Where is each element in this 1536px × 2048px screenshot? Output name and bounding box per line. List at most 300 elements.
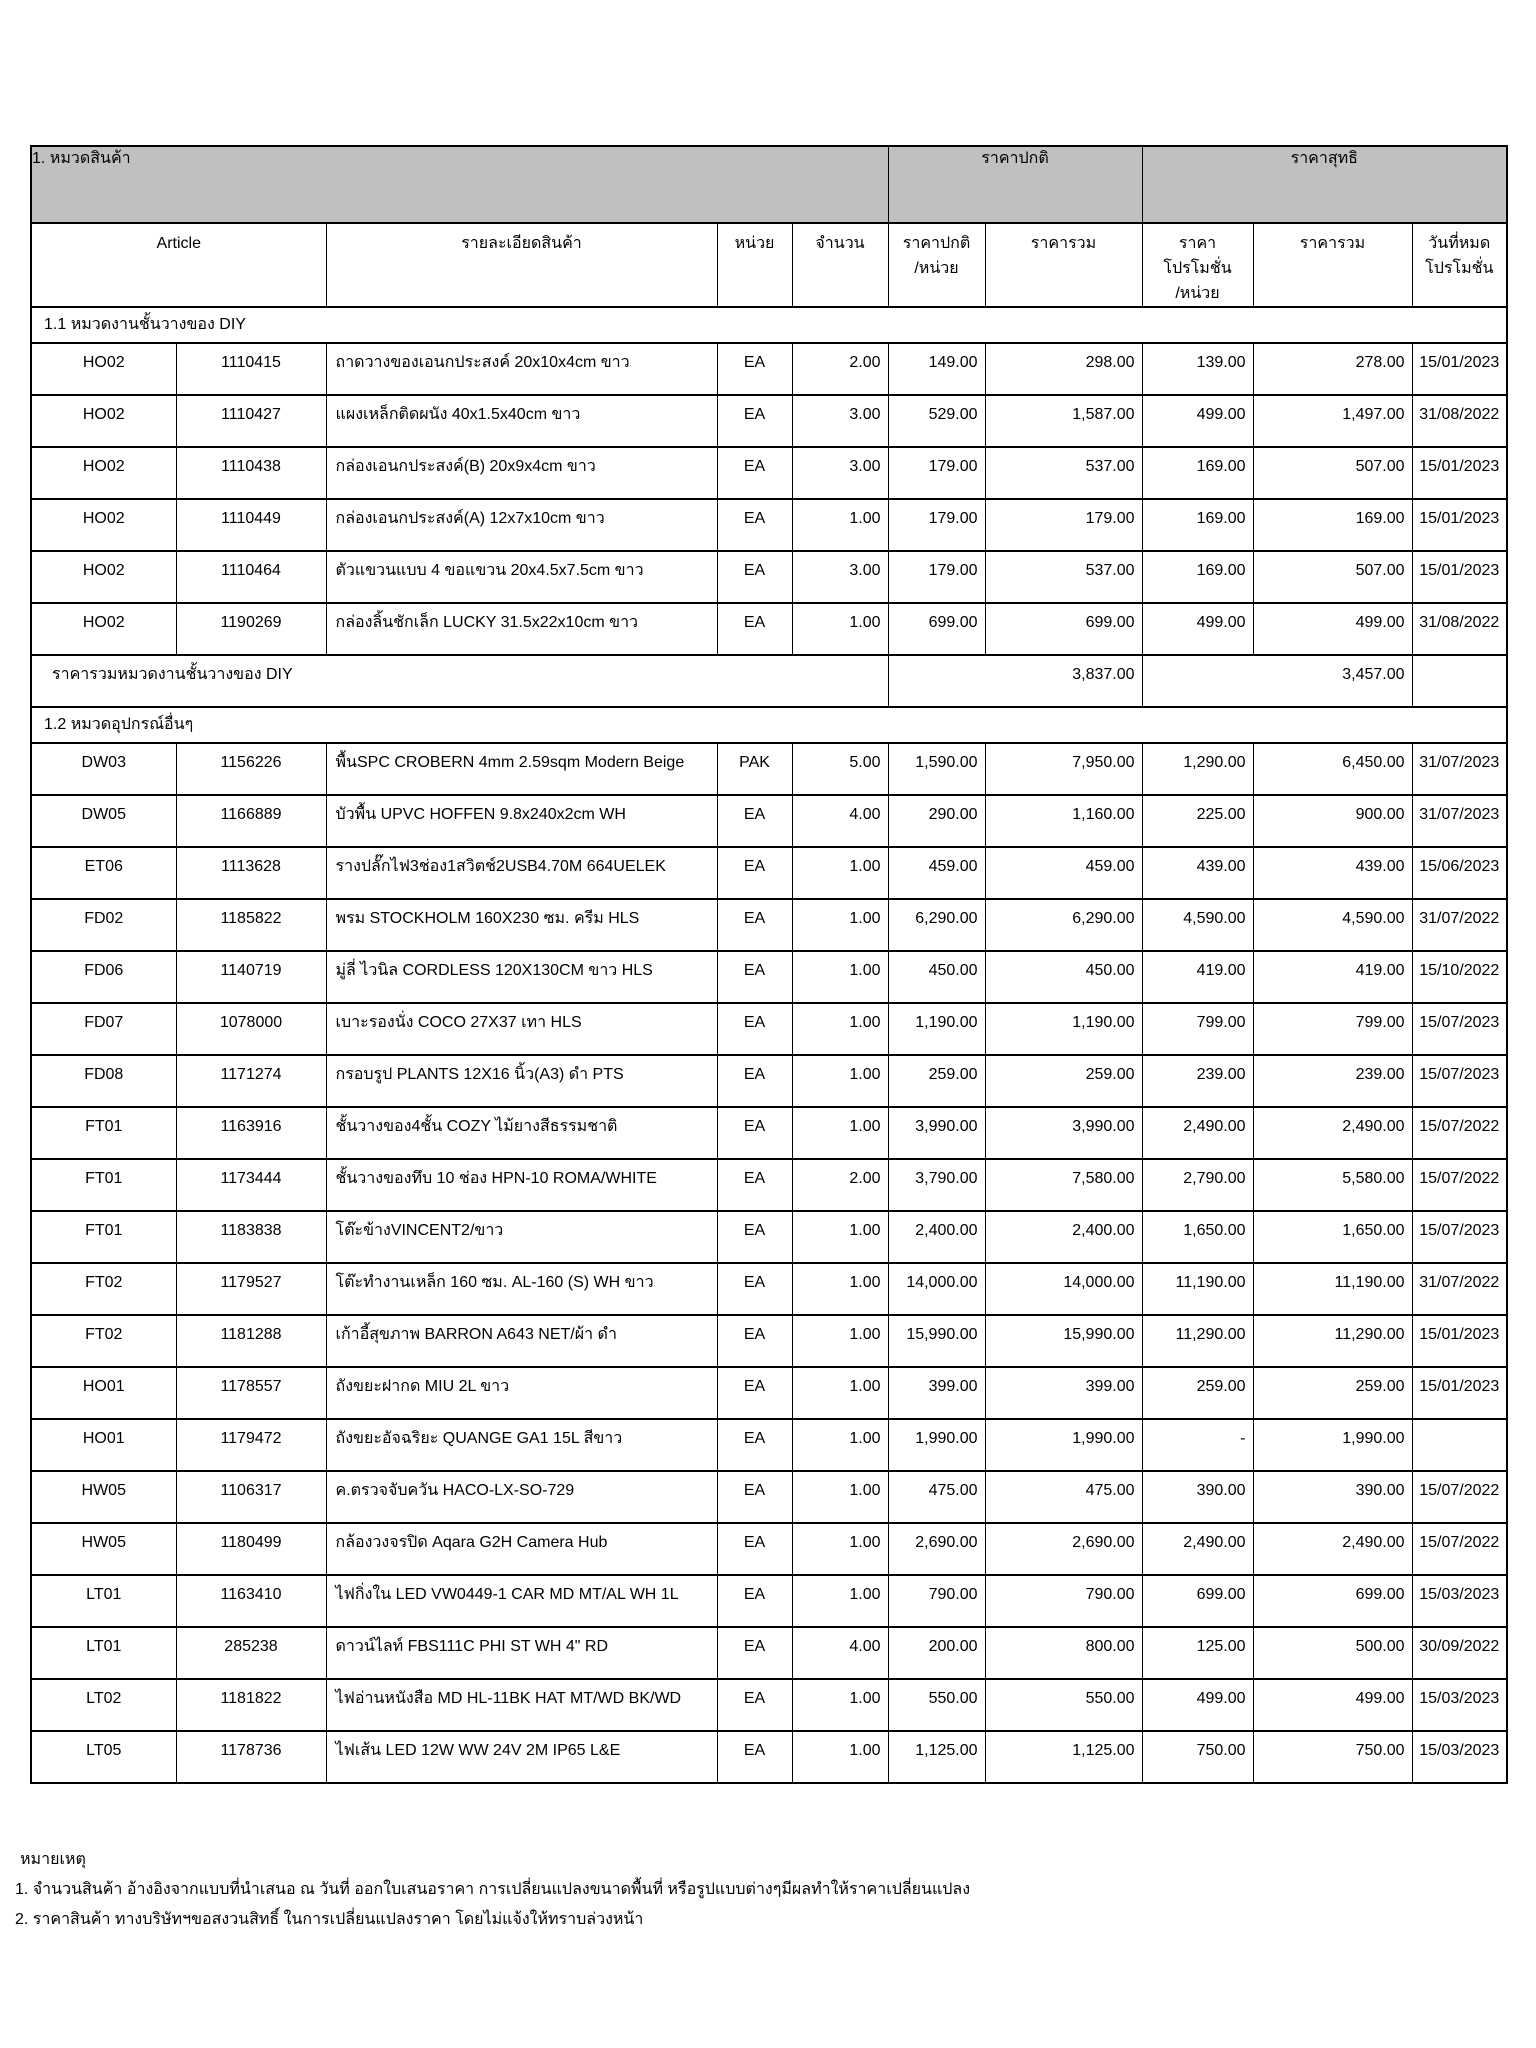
quantity-cell: 1.00 [792, 1003, 888, 1055]
promo-end-date-cell: 15/01/2023 [1412, 1367, 1507, 1419]
quantity-cell: 4.00 [792, 795, 888, 847]
quantity-cell: 3.00 [792, 551, 888, 603]
normal-total-cell: 1,125.00 [985, 1731, 1142, 1783]
unit-cell: EA [717, 795, 792, 847]
normal-unit-price-cell: 179.00 [888, 499, 985, 551]
product-code-cell: LT02 [31, 1679, 176, 1731]
net-total-cell: 499.00 [1253, 603, 1412, 655]
normal-total-cell: 537.00 [985, 551, 1142, 603]
product-code-cell: HO02 [31, 447, 176, 499]
product-code-cell: FT01 [31, 1107, 176, 1159]
column-header-quantity: จำนวน [792, 223, 888, 307]
article-number-cell: 1113628 [176, 847, 326, 899]
promo-end-date-cell: 31/07/2023 [1412, 795, 1507, 847]
product-row [31, 1003, 1507, 1055]
normal-unit-price-cell: 15,990.00 [888, 1315, 985, 1367]
column-header-unit: หน่วย [717, 223, 792, 307]
product-code-cell: FD06 [31, 951, 176, 1003]
promo-end-date-cell: 15/03/2023 [1412, 1731, 1507, 1783]
description-cell: เก้าอี้สุขภาพ BARRON A643 NET/ผ้า ดำ [326, 1315, 717, 1367]
product-row [31, 1523, 1507, 1575]
product-row [31, 447, 1507, 499]
promo-unit-price-cell: 2,790.00 [1142, 1159, 1253, 1211]
product-row [31, 1679, 1507, 1731]
promo-unit-price-cell: - [1142, 1419, 1253, 1471]
net-total-cell: 1,650.00 [1253, 1211, 1412, 1263]
promo-end-date-cell: 30/09/2022 [1412, 1627, 1507, 1679]
unit-cell: EA [717, 447, 792, 499]
normal-total-cell: 790.00 [985, 1575, 1142, 1627]
article-number-cell: 1185822 [176, 899, 326, 951]
unit-cell: EA [717, 1263, 792, 1315]
product-code-cell: HO02 [31, 395, 176, 447]
quantity-cell: 1.00 [792, 1315, 888, 1367]
column-header-promo-end: วันที่หมด โปรโมชั่น [1412, 223, 1507, 307]
normal-total-cell: 550.00 [985, 1679, 1142, 1731]
product-code-cell: FT01 [31, 1159, 176, 1211]
normal-unit-price-cell: 179.00 [888, 551, 985, 603]
quantity-cell: 2.00 [792, 343, 888, 395]
normal-unit-price-cell: 399.00 [888, 1367, 985, 1419]
product-row [31, 743, 1507, 795]
net-total-cell: 259.00 [1253, 1367, 1412, 1419]
product-row [31, 1419, 1507, 1471]
unit-cell: EA [717, 1211, 792, 1263]
product-row [31, 795, 1507, 847]
promo-end-date-cell: 31/08/2022 [1412, 395, 1507, 447]
normal-unit-price-cell: 550.00 [888, 1679, 985, 1731]
description-cell: ถังขยะฝากด MIU 2L ขาว [326, 1367, 717, 1419]
description-cell: รางปลั๊กไฟ3ช่อง1สวิตช์2USB4.70M 664UELEK [326, 847, 717, 899]
normal-total-cell: 475.00 [985, 1471, 1142, 1523]
product-code-cell: LT05 [31, 1731, 176, 1783]
column-header-normal-unit-price: ราคาปกติ /หน่วย [888, 223, 985, 307]
section-header-row [31, 707, 1507, 743]
net-total-cell: 169.00 [1253, 499, 1412, 551]
column-header-description: รายละเอียดสินค้า [326, 223, 717, 307]
promo-unit-price-cell: 390.00 [1142, 1471, 1253, 1523]
description-cell: ไฟเส้น LED 12W WW 24V 2M IP65 L&E [326, 1731, 717, 1783]
unit-cell: EA [717, 1159, 792, 1211]
normal-total-cell: 15,990.00 [985, 1315, 1142, 1367]
section-subtotal-row [31, 655, 1507, 707]
article-number-cell: 1171274 [176, 1055, 326, 1107]
article-number-cell: 1156226 [176, 743, 326, 795]
section-header-row [31, 307, 1507, 343]
normal-total-cell: 399.00 [985, 1367, 1142, 1419]
product-row [31, 1107, 1507, 1159]
net-total-cell: 900.00 [1253, 795, 1412, 847]
promo-unit-price-cell: 1,650.00 [1142, 1211, 1253, 1263]
net-total-cell: 507.00 [1253, 447, 1412, 499]
normal-total-cell: 1,190.00 [985, 1003, 1142, 1055]
normal-unit-price-cell: 1,190.00 [888, 1003, 985, 1055]
promo-end-date-cell: 15/01/2023 [1412, 447, 1507, 499]
net-total-cell: 2,490.00 [1253, 1523, 1412, 1575]
promo-unit-price-cell: 169.00 [1142, 499, 1253, 551]
product-row [31, 1627, 1507, 1679]
promo-unit-price-cell: 225.00 [1142, 795, 1253, 847]
quantity-cell: 1.00 [792, 1731, 888, 1783]
normal-unit-price-cell: 6,290.00 [888, 899, 985, 951]
promo-end-date-cell: 31/07/2023 [1412, 743, 1507, 795]
net-total-cell: 2,490.00 [1253, 1107, 1412, 1159]
subtotal-label: ราคารวมหมวดงานชั้นวางของ DIY [31, 655, 888, 707]
promo-unit-price-cell: 499.00 [1142, 1679, 1253, 1731]
normal-total-cell: 14,000.00 [985, 1263, 1142, 1315]
net-total-cell: 499.00 [1253, 1679, 1412, 1731]
column-header-row [31, 223, 1507, 307]
unit-cell: EA [717, 499, 792, 551]
normal-total-cell: 2,400.00 [985, 1211, 1142, 1263]
net-total-cell: 439.00 [1253, 847, 1412, 899]
promo-end-date-cell: 15/07/2022 [1412, 1471, 1507, 1523]
net-total-cell: 6,450.00 [1253, 743, 1412, 795]
normal-total-cell: 699.00 [985, 603, 1142, 655]
promo-end-date-cell: 31/08/2022 [1412, 603, 1507, 655]
quantity-cell: 1.00 [792, 1471, 888, 1523]
quantity-cell: 1.00 [792, 1419, 888, 1471]
group-header-category: 1. หมวดสินค้า [31, 146, 888, 223]
promo-end-date-cell: 15/01/2023 [1412, 499, 1507, 551]
net-total-cell: 11,290.00 [1253, 1315, 1412, 1367]
promo-end-date-cell: 15/06/2023 [1412, 847, 1507, 899]
promo-unit-price-cell: 699.00 [1142, 1575, 1253, 1627]
net-total-cell: 419.00 [1253, 951, 1412, 1003]
product-code-cell: FD08 [31, 1055, 176, 1107]
product-row [31, 1159, 1507, 1211]
net-total-cell: 699.00 [1253, 1575, 1412, 1627]
promo-end-date-cell: 15/07/2023 [1412, 1055, 1507, 1107]
promo-unit-price-cell: 139.00 [1142, 343, 1253, 395]
normal-unit-price-cell: 14,000.00 [888, 1263, 985, 1315]
net-total-cell: 239.00 [1253, 1055, 1412, 1107]
normal-unit-price-cell: 290.00 [888, 795, 985, 847]
quantity-cell: 1.00 [792, 1575, 888, 1627]
promo-unit-price-cell: 11,290.00 [1142, 1315, 1253, 1367]
promo-end-date-cell: 15/07/2022 [1412, 1523, 1507, 1575]
product-row [31, 1575, 1507, 1627]
normal-unit-price-cell: 1,590.00 [888, 743, 985, 795]
normal-unit-price-cell: 200.00 [888, 1627, 985, 1679]
group-header-net-price: ราคาสุทธิ [1142, 146, 1507, 223]
subtotal-empty-cell [1412, 655, 1507, 707]
product-code-cell: FT02 [31, 1263, 176, 1315]
unit-cell: EA [717, 1471, 792, 1523]
promo-end-date-cell: 15/07/2022 [1412, 1159, 1507, 1211]
net-total-cell: 500.00 [1253, 1627, 1412, 1679]
description-cell: มู่ลี่ ไวนิล CORDLESS 120X130CM ขาว HLS [326, 951, 717, 1003]
table-body [31, 307, 1507, 1783]
description-cell: ดาวน์ไลท์ FBS111C PHI ST WH 4" RD [326, 1627, 717, 1679]
normal-unit-price-cell: 459.00 [888, 847, 985, 899]
product-code-cell: FT02 [31, 1315, 176, 1367]
net-total-cell: 390.00 [1253, 1471, 1412, 1523]
description-cell: พรม STOCKHOLM 160X230 ซม. ครีม HLS [326, 899, 717, 951]
article-number-cell: 1181288 [176, 1315, 326, 1367]
description-cell: พื้นSPC CROBERN 4mm 2.59sqm Modern Beige [326, 743, 717, 795]
description-cell: ตัวแขวนแบบ 4 ขอแขวน 20x4.5x7.5cm ขาว [326, 551, 717, 603]
article-number-cell: 1110438 [176, 447, 326, 499]
promo-end-date-cell: 15/03/2023 [1412, 1679, 1507, 1731]
promo-unit-price-cell: 439.00 [1142, 847, 1253, 899]
promo-end-date-cell: 31/07/2022 [1412, 899, 1507, 951]
quantity-cell: 2.00 [792, 1159, 888, 1211]
product-row [31, 1471, 1507, 1523]
description-cell: กล่องลิ้นชักเล็ก LUCKY 31.5x22x10cm ขาว [326, 603, 717, 655]
article-number-cell: 1106317 [176, 1471, 326, 1523]
unit-cell: EA [717, 1575, 792, 1627]
unit-cell: EA [717, 395, 792, 447]
product-code-cell: HW05 [31, 1471, 176, 1523]
product-row [31, 551, 1507, 603]
promo-end-date-cell [1412, 1419, 1507, 1471]
product-code-cell: DW03 [31, 743, 176, 795]
quantity-cell: 1.00 [792, 1107, 888, 1159]
notes-title: หมายเหตุ [20, 1851, 86, 1868]
description-cell: โต๊ะทำงานเหล็ก 160 ซม. AL-160 (S) WH ขาว [326, 1263, 717, 1315]
promo-unit-price-cell: 799.00 [1142, 1003, 1253, 1055]
normal-unit-price-cell: 2,400.00 [888, 1211, 985, 1263]
article-number-cell: 1078000 [176, 1003, 326, 1055]
column-header-normal-total: ราคารวม [985, 223, 1142, 307]
unit-cell: EA [717, 1107, 792, 1159]
normal-unit-price-cell: 259.00 [888, 1055, 985, 1107]
quantity-cell: 3.00 [792, 395, 888, 447]
promo-unit-price-cell: 259.00 [1142, 1367, 1253, 1419]
product-row [31, 951, 1507, 1003]
normal-unit-price-cell: 475.00 [888, 1471, 985, 1523]
quantity-cell: 1.00 [792, 1263, 888, 1315]
product-code-cell: LT01 [31, 1627, 176, 1679]
product-row [31, 395, 1507, 447]
promo-unit-price-cell: 499.00 [1142, 603, 1253, 655]
description-cell: บัวพื้น UPVC HOFFEN 9.8x240x2cm WH [326, 795, 717, 847]
unit-cell: EA [717, 551, 792, 603]
article-number-cell: 1163916 [176, 1107, 326, 1159]
product-code-cell: FD02 [31, 899, 176, 951]
article-number-cell: 1166889 [176, 795, 326, 847]
footer-notes [15, 1845, 970, 1935]
normal-unit-price-cell: 179.00 [888, 447, 985, 499]
promo-end-date-cell: 15/07/2022 [1412, 1107, 1507, 1159]
description-cell: ชั้นวางของ4ชั้น COZY ไม้ยางสีธรรมชาติ [326, 1107, 717, 1159]
normal-unit-price-cell: 3,790.00 [888, 1159, 985, 1211]
promo-unit-price-cell: 750.00 [1142, 1731, 1253, 1783]
article-number-cell: 1180499 [176, 1523, 326, 1575]
product-code-cell: ET06 [31, 847, 176, 899]
product-row [31, 1367, 1507, 1419]
description-cell: กล้องวงจรปิด Aqara G2H Camera Hub [326, 1523, 717, 1575]
product-row [31, 899, 1507, 951]
column-header-promo-unit-price: ราคา โปรโมชั่น /หน่วย [1142, 223, 1253, 307]
normal-unit-price-cell: 2,690.00 [888, 1523, 985, 1575]
article-number-cell: 1110415 [176, 343, 326, 395]
product-row [31, 1211, 1507, 1263]
product-code-cell: HO02 [31, 499, 176, 551]
article-number-cell: 1179472 [176, 1419, 326, 1471]
product-code-cell: HW05 [31, 1523, 176, 1575]
net-total-cell: 4,590.00 [1253, 899, 1412, 951]
quantity-cell: 5.00 [792, 743, 888, 795]
unit-cell: EA [717, 1731, 792, 1783]
net-total-cell: 507.00 [1253, 551, 1412, 603]
product-row [31, 499, 1507, 551]
article-number-cell: 1181822 [176, 1679, 326, 1731]
product-row [31, 603, 1507, 655]
net-total-cell: 799.00 [1253, 1003, 1412, 1055]
unit-cell: EA [717, 1315, 792, 1367]
normal-unit-price-cell: 149.00 [888, 343, 985, 395]
normal-total-cell: 459.00 [985, 847, 1142, 899]
promo-unit-price-cell: 2,490.00 [1142, 1523, 1253, 1575]
article-number-cell: 1140719 [176, 951, 326, 1003]
normal-total-cell: 1,587.00 [985, 395, 1142, 447]
quantity-cell: 1.00 [792, 951, 888, 1003]
product-row [31, 1315, 1507, 1367]
normal-unit-price-cell: 1,125.00 [888, 1731, 985, 1783]
promo-end-date-cell: 15/07/2023 [1412, 1003, 1507, 1055]
normal-total-cell: 6,290.00 [985, 899, 1142, 951]
group-header-normal-price: ราคาปกติ [888, 146, 1142, 223]
quantity-cell: 1.00 [792, 1523, 888, 1575]
unit-cell: EA [717, 1679, 792, 1731]
article-number-cell: 1110464 [176, 551, 326, 603]
promo-unit-price-cell: 499.00 [1142, 395, 1253, 447]
normal-unit-price-cell: 529.00 [888, 395, 985, 447]
quantity-cell: 1.00 [792, 1679, 888, 1731]
unit-cell: EA [717, 1627, 792, 1679]
normal-total-cell: 7,580.00 [985, 1159, 1142, 1211]
net-total-cell: 5,580.00 [1253, 1159, 1412, 1211]
article-number-cell: 1173444 [176, 1159, 326, 1211]
description-cell: ไฟอ่านหนังสือ MD HL-11BK HAT MT/WD BK/WD [326, 1679, 717, 1731]
article-number-cell: 1163410 [176, 1575, 326, 1627]
promo-end-date-cell: 15/01/2023 [1412, 551, 1507, 603]
promo-unit-price-cell: 419.00 [1142, 951, 1253, 1003]
unit-cell: EA [717, 1055, 792, 1107]
subtotal-net-total: 3,457.00 [1142, 655, 1412, 707]
normal-total-cell: 1,990.00 [985, 1419, 1142, 1471]
quantity-cell: 1.00 [792, 899, 888, 951]
column-header-net-total: ราคารวม [1253, 223, 1412, 307]
net-total-cell: 1,497.00 [1253, 395, 1412, 447]
article-number-cell: 1110449 [176, 499, 326, 551]
description-cell: กล่องเอนกประสงค์(B) 20x9x4cm ขาว [326, 447, 717, 499]
description-cell: ไฟกิ่งใน LED VW0449-1 CAR MD MT/AL WH 1L [326, 1575, 717, 1627]
product-row [31, 847, 1507, 899]
promo-unit-price-cell: 239.00 [1142, 1055, 1253, 1107]
unit-cell: EA [717, 1367, 792, 1419]
promo-end-date-cell: 15/07/2023 [1412, 1211, 1507, 1263]
section-title: 1.2 หมวดอุปกรณ์อื่นๆ [31, 707, 1507, 743]
price-table [30, 145, 1508, 1784]
promo-end-date-cell: 31/07/2022 [1412, 1263, 1507, 1315]
promo-unit-price-cell: 2,490.00 [1142, 1107, 1253, 1159]
quantity-cell: 3.00 [792, 447, 888, 499]
normal-total-cell: 450.00 [985, 951, 1142, 1003]
product-code-cell: LT01 [31, 1575, 176, 1627]
normal-total-cell: 7,950.00 [985, 743, 1142, 795]
description-cell: ค.ตรวจจับควัน HACO-LX-SO-729 [326, 1471, 717, 1523]
net-total-cell: 11,190.00 [1253, 1263, 1412, 1315]
note-line-1: 1. จำนวนสินค้า อ้างอิงจากแบบที่นำเสนอ ณ วันที่ ออกใบเสนอราคา การเปลี่ยนแปลงขนาดพื้นที่ หรือรูปแบบต่างๆมีผลทำให้ราคาเปลี่ยนแปลง [15, 1881, 971, 1898]
promo-end-date-cell: 15/03/2023 [1412, 1575, 1507, 1627]
promo-unit-price-cell: 125.00 [1142, 1627, 1253, 1679]
unit-cell: EA [717, 1523, 792, 1575]
description-cell: เบาะรองนั่ง COCO 27X37 เทา HLS [326, 1003, 717, 1055]
quantity-cell: 1.00 [792, 1055, 888, 1107]
description-cell: กรอบรูป PLANTS 12X16 นิ้ว(A3) ดำ PTS [326, 1055, 717, 1107]
description-cell: กล่องเอนกประสงค์(A) 12x7x10cm ขาว [326, 499, 717, 551]
unit-cell: EA [717, 603, 792, 655]
normal-total-cell: 537.00 [985, 447, 1142, 499]
article-number-cell: 1178736 [176, 1731, 326, 1783]
normal-unit-price-cell: 3,990.00 [888, 1107, 985, 1159]
normal-total-cell: 179.00 [985, 499, 1142, 551]
normal-unit-price-cell: 450.00 [888, 951, 985, 1003]
promo-unit-price-cell: 11,190.00 [1142, 1263, 1253, 1315]
article-number-cell: 1110427 [176, 395, 326, 447]
description-cell: ถาดวางของเอนกประสงค์ 20x10x4cm ขาว [326, 343, 717, 395]
quantity-cell: 4.00 [792, 1627, 888, 1679]
product-row [31, 1731, 1507, 1783]
description-cell: ชั้นวางของทึบ 10 ช่อง HPN-10 ROMA/WHITE [326, 1159, 717, 1211]
product-code-cell: FD07 [31, 1003, 176, 1055]
normal-total-cell: 2,690.00 [985, 1523, 1142, 1575]
product-code-cell: DW05 [31, 795, 176, 847]
table-header [31, 146, 1507, 307]
unit-cell: EA [717, 951, 792, 1003]
subtotal-normal-total: 3,837.00 [888, 655, 1142, 707]
product-row [31, 343, 1507, 395]
quantity-cell: 1.00 [792, 1211, 888, 1263]
product-code-cell: HO02 [31, 603, 176, 655]
article-number-cell: 1178557 [176, 1367, 326, 1419]
promo-end-date-cell: 15/01/2023 [1412, 343, 1507, 395]
product-code-cell: HO02 [31, 343, 176, 395]
net-total-cell: 1,990.00 [1253, 1419, 1412, 1471]
normal-total-cell: 259.00 [985, 1055, 1142, 1107]
article-number-cell: 285238 [176, 1627, 326, 1679]
product-code-cell: HO01 [31, 1367, 176, 1419]
net-total-cell: 278.00 [1253, 343, 1412, 395]
promo-unit-price-cell: 1,290.00 [1142, 743, 1253, 795]
normal-total-cell: 298.00 [985, 343, 1142, 395]
article-number-cell: 1190269 [176, 603, 326, 655]
net-total-cell: 750.00 [1253, 1731, 1412, 1783]
section-title: 1.1 หมวดงานชั้นวางของ DIY [31, 307, 1507, 343]
quantity-cell: 1.00 [792, 847, 888, 899]
product-row [31, 1263, 1507, 1315]
normal-total-cell: 3,990.00 [985, 1107, 1142, 1159]
promo-end-date-cell: 15/01/2023 [1412, 1315, 1507, 1367]
note-line-2: 2. ราคาสินค้า ทางบริษัทฯขอสงวนสิทธิ์ ในการเปลี่ยนแปลงราคา โดยไม่แจ้งให้ทราบล่วงหน้า [15, 1911, 644, 1928]
promo-unit-price-cell: 169.00 [1142, 447, 1253, 499]
unit-cell: EA [717, 1419, 792, 1471]
promo-unit-price-cell: 4,590.00 [1142, 899, 1253, 951]
unit-cell: EA [717, 1003, 792, 1055]
column-header-article: Article [31, 223, 326, 307]
quantity-cell: 1.00 [792, 499, 888, 551]
product-code-cell: FT01 [31, 1211, 176, 1263]
article-number-cell: 1179527 [176, 1263, 326, 1315]
description-cell: ถังขยะอัจฉริยะ QUANGE GA1 15L สีขาว [326, 1419, 717, 1471]
promo-end-date-cell: 15/10/2022 [1412, 951, 1507, 1003]
unit-cell: PAK [717, 743, 792, 795]
normal-unit-price-cell: 790.00 [888, 1575, 985, 1627]
unit-cell: EA [717, 899, 792, 951]
